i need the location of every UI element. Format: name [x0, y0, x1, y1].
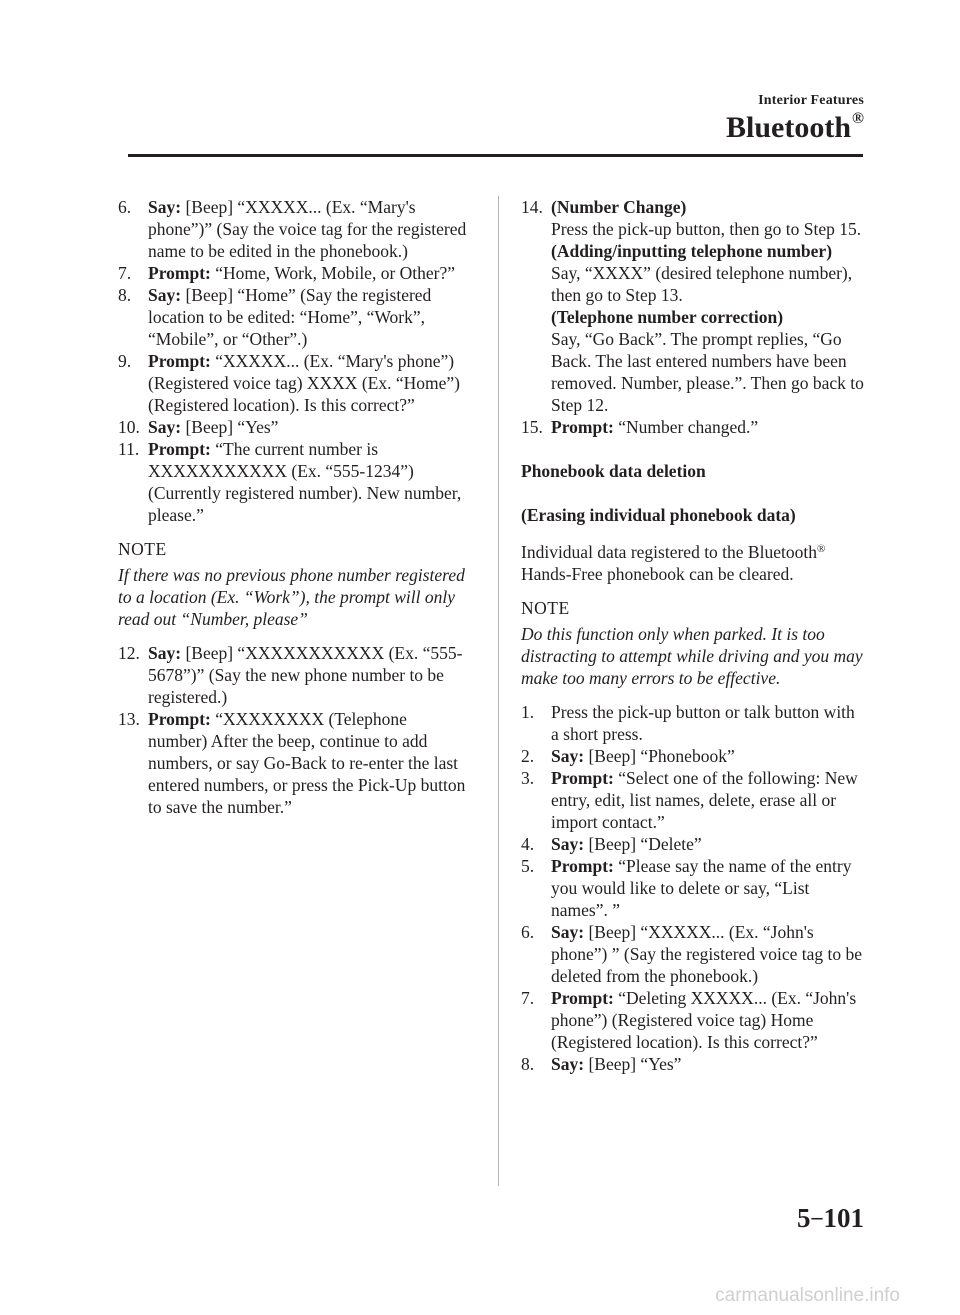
step-number: 1.	[521, 702, 535, 722]
step-text: [Beep] “Yes”	[584, 1054, 682, 1074]
step-number: 15.	[521, 417, 543, 437]
step-label: Say:	[148, 197, 182, 217]
step-item	[521, 987, 865, 1053]
step-item	[521, 921, 865, 987]
step-text: “Deleting XXXXX... (Ex. “John's phone”) (Registered voice tag) Home (Registered location). Is this correct?”	[551, 988, 857, 1052]
step-text: “XXXXXXXX (Telephone number) After the beep, continue to add numbers, or say Go-Back to re-enter the last entered numbers, or press the Pick-Up button to save the number.”	[148, 709, 466, 817]
right-column	[521, 196, 865, 1075]
step-number: 14.	[521, 197, 543, 217]
step-label: Say:	[551, 834, 585, 854]
step-text: [Beep] “XXXXX... (Ex. “John's phone”) ” (Say the registered voice tag to be deleted from the phonebook.)	[551, 922, 862, 986]
step-label: Say:	[148, 643, 182, 663]
step-text: [Beep] “Yes”	[181, 417, 279, 437]
step-number: 9.	[118, 351, 132, 371]
step-number: 7.	[521, 988, 535, 1008]
step-text: “Please say the name of the entry you would like to delete or say, “List names”. ”	[551, 856, 852, 920]
step-item	[118, 708, 470, 818]
step-item	[521, 1053, 865, 1075]
note-heading: NOTE	[521, 598, 570, 618]
step-text: Say, “XXXX” (desired telephone number), then go to Step 13.	[551, 263, 853, 305]
step-list-a	[118, 196, 470, 526]
step-number: 8.	[118, 285, 132, 305]
step-text: Press the pick-up button or talk button with a short press.	[551, 702, 855, 744]
intro-text: Individual data registered to the Bluetooth	[521, 542, 817, 562]
step-text: “Select one of the following: New entry, edit, list names, delete, erase all or import contact.”	[551, 768, 858, 832]
step-item-15	[521, 416, 865, 438]
step-label: Say:	[551, 1054, 585, 1074]
step-number: 7.	[118, 263, 132, 283]
step-text: “Number changed.”	[613, 417, 759, 437]
section-heading: Phonebook data deletion	[521, 461, 706, 481]
page-index: 101	[823, 1203, 864, 1233]
step-number: 6.	[521, 922, 535, 942]
step-item	[521, 701, 865, 745]
step-item	[118, 350, 470, 416]
step-item	[118, 284, 470, 350]
step-item	[521, 833, 865, 855]
note-block	[521, 597, 865, 689]
step-label: Prompt:	[148, 351, 211, 371]
step-label: Say:	[148, 285, 182, 305]
step-item	[521, 855, 865, 921]
step-label: Prompt:	[551, 417, 614, 437]
step-label: Say:	[148, 417, 182, 437]
header-section-label: Interior Features	[758, 93, 864, 108]
intro-text: Hands-Free phonebook can be cleared.	[521, 564, 794, 584]
step-text: [Beep] “XXXXXXXXXXX (Ex. “555-5678”)” (Say the new phone number to be registered.)	[148, 643, 463, 707]
step-item	[118, 642, 470, 708]
step-item	[118, 196, 470, 262]
step-text: Say, “Go Back”. The prompt replies, “Go Back. The last entered numbers have been removed. Number, please.”. Then go back to Step 12.	[551, 329, 864, 415]
step-item	[521, 767, 865, 833]
step-number: 4.	[521, 834, 535, 854]
step-text: “Home, Work, Mobile, or Other?”	[210, 263, 456, 283]
step-text: Press the pick-up button, then go to Step 15.	[551, 219, 862, 239]
step-label: Prompt:	[551, 856, 614, 876]
watermark: carmanualsonline.info	[715, 1285, 900, 1306]
left-column	[118, 196, 470, 818]
page-chapter: 5	[797, 1203, 811, 1233]
step-list-b	[118, 642, 470, 818]
step-subheading: (Adding/inputting telephone number)	[551, 241, 833, 261]
header-rule	[128, 154, 863, 157]
note-heading: NOTE	[118, 539, 167, 559]
step-text: [Beep] “XXXXX... (Ex. “Mary's phone”)” (Say the voice tag for the registered name to be edited in the phonebook.)	[148, 197, 467, 261]
header-title-text: Bluetooth	[726, 111, 852, 144]
step-label: Prompt:	[148, 263, 211, 283]
step-item	[521, 745, 865, 767]
section-intro	[521, 538, 865, 585]
registered-mark: ®	[852, 110, 864, 127]
step-number: 11.	[118, 439, 140, 459]
step-number: 13.	[118, 709, 140, 729]
step-number: 12.	[118, 643, 140, 663]
step-text: “The current number is XXXXXXXXXXX (Ex. “555-1234”) (Currently registered number). New number, please.”	[148, 439, 462, 525]
step-subheading: (Telephone number correction)	[551, 307, 784, 327]
step-item	[118, 262, 470, 284]
page-number	[797, 1203, 864, 1234]
step-label: Say:	[551, 746, 585, 766]
step-text: [Beep] “Delete”	[584, 834, 702, 854]
step-label: Prompt:	[551, 988, 614, 1008]
page-dash: –	[811, 1204, 823, 1229]
step-text: [Beep] “Phonebook”	[584, 746, 735, 766]
step-text: “XXXXX... (Ex. “Mary's phone”) (Registered voice tag) XXXX (Ex. “Home”) (Registered location). Is this correct?”	[148, 351, 460, 415]
step-text: [Beep] “Home” (Say the registered location to be edited: “Home”, “Work”, “Mobile”, or “Other”.)	[148, 285, 432, 349]
step-number: 10.	[118, 417, 140, 437]
step-item-14	[521, 196, 865, 416]
note-text: Do this function only when parked. It is too distracting to attempt while driving and you may make too many errors to be effective.	[521, 624, 863, 688]
step-label: Say:	[551, 922, 585, 942]
registered-mark: ®	[816, 543, 826, 555]
step-number: 2.	[521, 746, 535, 766]
step-item	[118, 416, 470, 438]
step-number: 3.	[521, 768, 535, 788]
step-label: Prompt:	[551, 768, 614, 788]
step-number: 5.	[521, 856, 535, 876]
step-list-right	[521, 701, 865, 1075]
step-number: 6.	[118, 197, 132, 217]
note-block	[118, 538, 470, 630]
step-label: Prompt:	[148, 709, 211, 729]
step-label: Prompt:	[148, 439, 211, 459]
header-title	[726, 110, 864, 145]
section-subheading: (Erasing individual phonebook data)	[521, 505, 796, 525]
step-subheading: (Number Change)	[551, 197, 687, 217]
step-item	[118, 438, 470, 526]
note-text: If there was no previous phone number registered to a location (Ex. “Work”), the prompt will only read out “Number, please”	[118, 565, 465, 629]
step-number: 8.	[521, 1054, 535, 1074]
column-divider	[498, 196, 499, 1186]
